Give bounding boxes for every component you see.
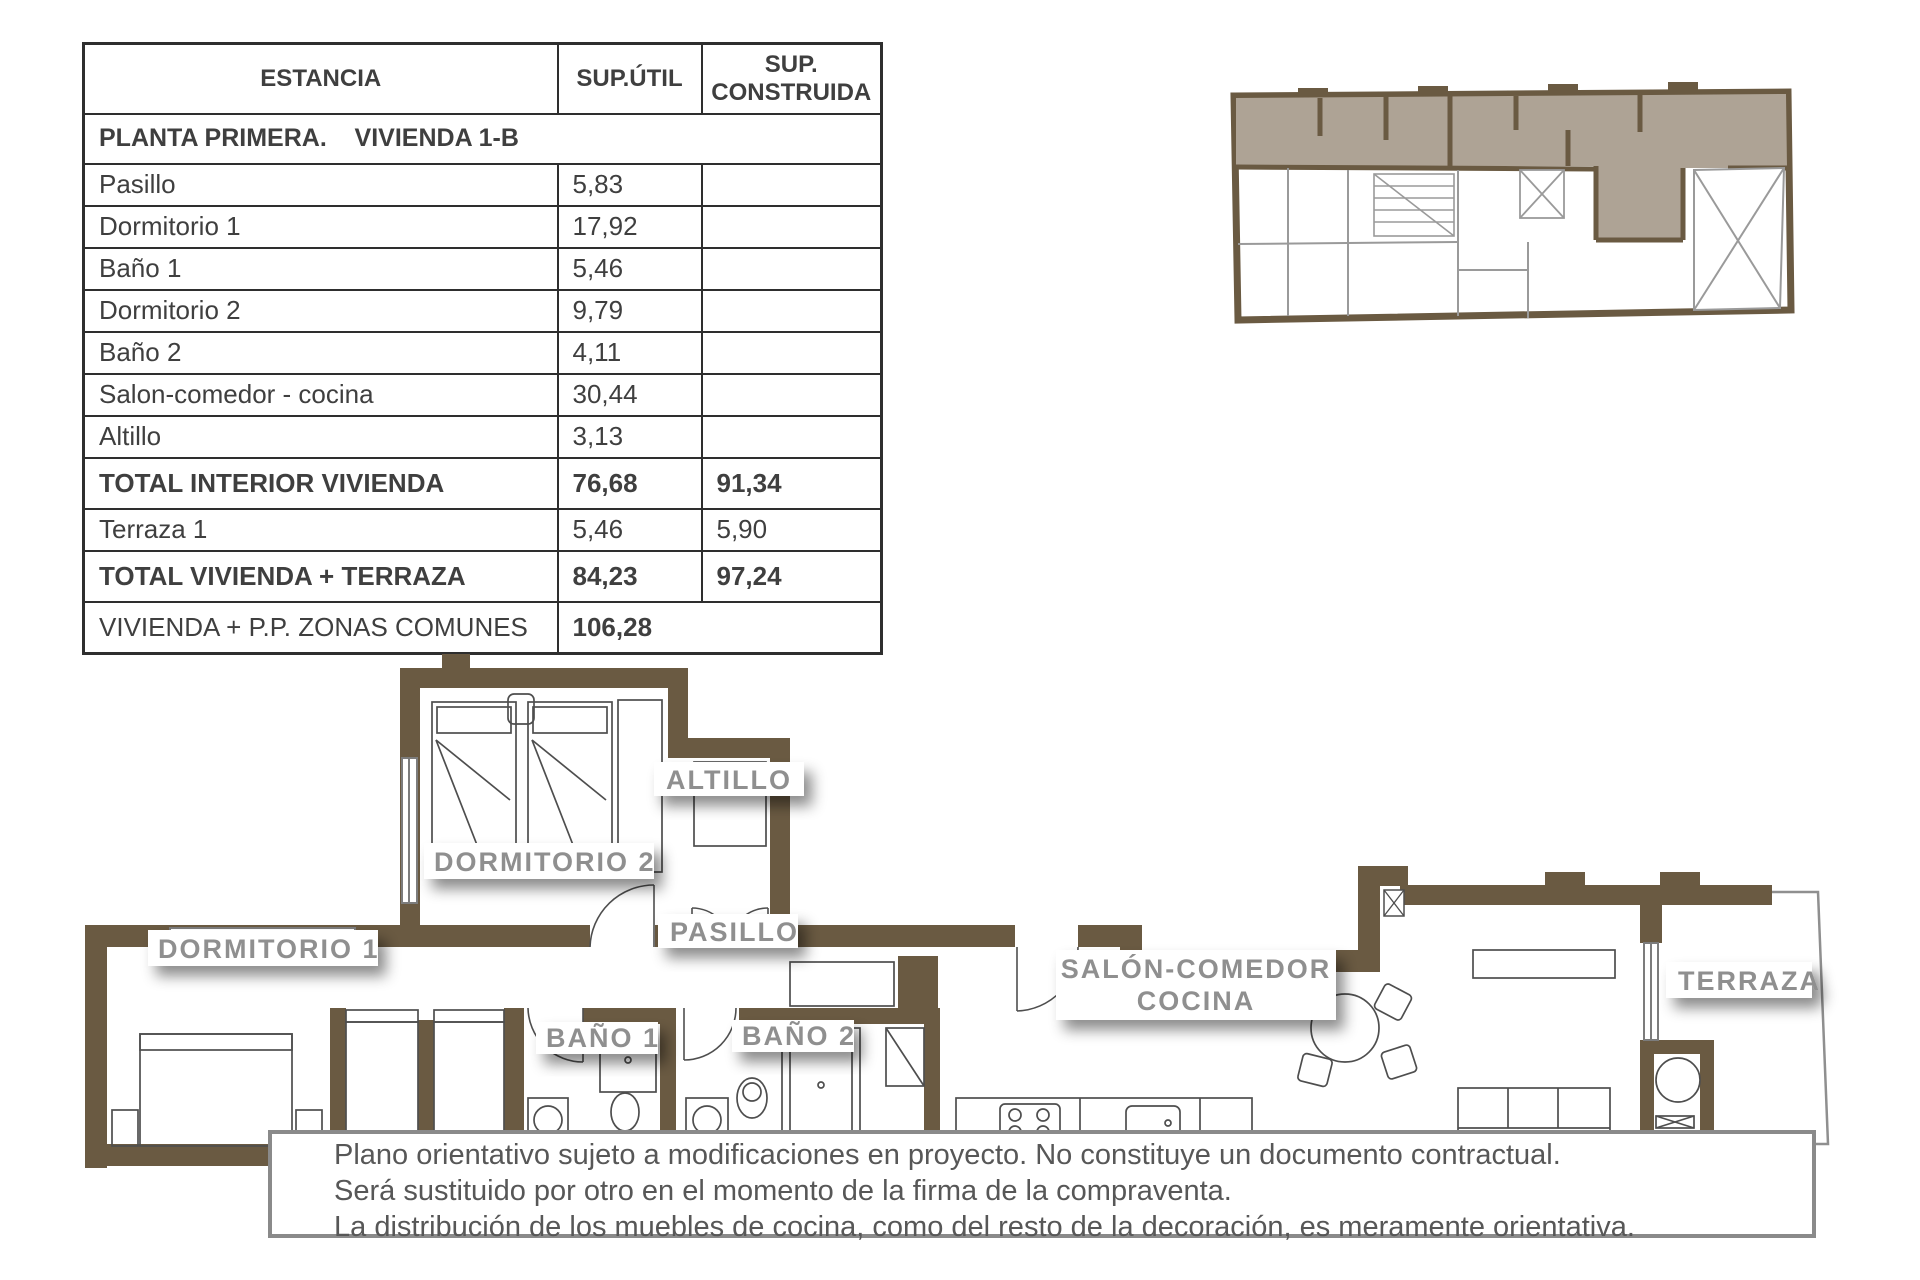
label-bano2	[732, 1020, 856, 1052]
furniture	[112, 694, 1700, 1146]
label-terraza	[1666, 962, 1821, 998]
row-label: Altillo	[84, 416, 558, 458]
table-row	[84, 551, 882, 602]
table-row	[84, 164, 882, 206]
walls	[85, 654, 1772, 1168]
label-bano1	[536, 1022, 660, 1054]
svg-text:DORMITORIO 1: DORMITORIO 1	[158, 934, 380, 964]
row-sup-util: 3,13	[558, 416, 702, 458]
area-table-body	[84, 114, 882, 654]
svg-text:BAÑO 1: BAÑO 1	[546, 1023, 661, 1053]
row-label: TOTAL INTERIOR VIVIENDA	[84, 458, 558, 509]
row-label: Dormitorio 1	[84, 206, 558, 248]
row-sup-construida	[702, 164, 882, 206]
row-sup-util: 4,11	[558, 332, 702, 374]
key-plan	[1228, 70, 1808, 332]
row-label: Baño 2	[84, 332, 558, 374]
col-header-sup-util: SUP.ÚTIL	[558, 44, 702, 114]
row-sup-util: 9,79	[558, 290, 702, 332]
disclaimer-line: La distribución de los muebles de cocina, como del resto de la decoración, es meramente orientativa.	[334, 1211, 1635, 1243]
row-sup-construida: 97,24	[702, 551, 882, 602]
row-sup-construida	[702, 416, 882, 458]
main-floor-plan	[0, 640, 1920, 1200]
row-sup-util: 5,46	[558, 248, 702, 290]
row-sup-construida: 91,34	[702, 458, 882, 509]
terrace-outline	[1715, 892, 1828, 1144]
row-sup-construida	[702, 206, 882, 248]
table-row	[84, 206, 882, 248]
row-label: Terraza 1	[84, 509, 558, 551]
table-row	[84, 374, 882, 416]
table-row	[84, 458, 882, 509]
merged-row-label: VIVIENDA + P.P. ZONAS COMUNES	[84, 602, 558, 654]
disclaimer-line: Plano orientativo sujeto a modificaciones en proyecto. No constituye un documento contractual.	[334, 1139, 1561, 1171]
row-label: Dormitorio 2	[84, 290, 558, 332]
row-sup-construida	[702, 374, 882, 416]
svg-text:PASILLO: PASILLO	[670, 917, 800, 947]
row-label: Salon-comedor - cocina	[84, 374, 558, 416]
label-salon-comedor-cocina	[1056, 950, 1336, 1020]
svg-text:SALÓN-COMEDOR: SALÓN-COMEDOR	[1060, 954, 1332, 984]
disclaimer-box	[268, 1130, 1816, 1243]
col-header-estancia: ESTANCIA	[84, 44, 558, 114]
label-dormitorio1	[148, 930, 380, 966]
section-title-row	[84, 114, 882, 164]
row-sup-util: 17,92	[558, 206, 702, 248]
row-sup-util: 5,46	[558, 509, 702, 551]
section-title: PLANTA PRIMERA. VIVIENDA 1-B	[84, 114, 882, 164]
row-sup-construida	[702, 332, 882, 374]
row-sup-util: 30,44	[558, 374, 702, 416]
row-sup-construida	[702, 290, 882, 332]
area-table	[82, 42, 883, 655]
col-header-sup-construida: SUP. CONSTRUIDA	[702, 44, 882, 114]
merged-row-value: 106,28	[558, 602, 882, 654]
table-row	[84, 248, 882, 290]
label-dormitorio2	[424, 843, 656, 879]
row-sup-util: 84,23	[558, 551, 702, 602]
row-label: TOTAL VIVIENDA + TERRAZA	[84, 551, 558, 602]
svg-text:TERRAZA: TERRAZA	[1678, 966, 1821, 996]
row-sup-util: 76,68	[558, 458, 702, 509]
table-header-row	[84, 44, 882, 114]
row-sup-util: 5,83	[558, 164, 702, 206]
table-row	[84, 332, 882, 374]
svg-text:COCINA: COCINA	[1136, 986, 1256, 1016]
row-label: Baño 1	[84, 248, 558, 290]
disclaimer-line: Será sustituido por otro en el momento de la firma de la compraventa.	[334, 1175, 1232, 1207]
table-row	[84, 290, 882, 332]
table-row	[84, 416, 882, 458]
row-label: Pasillo	[84, 164, 558, 206]
svg-text:DORMITORIO 2: DORMITORIO 2	[434, 847, 656, 877]
patio-shaft	[1694, 168, 1784, 310]
svg-text:ALTILLO: ALTILLO	[666, 765, 792, 795]
label-altillo	[654, 762, 804, 796]
svg-text:BAÑO 2: BAÑO 2	[742, 1021, 857, 1051]
row-sup-construida: 5,90	[702, 509, 882, 551]
table-row	[84, 509, 882, 551]
row-sup-construida	[702, 248, 882, 290]
label-pasillo	[658, 914, 799, 948]
